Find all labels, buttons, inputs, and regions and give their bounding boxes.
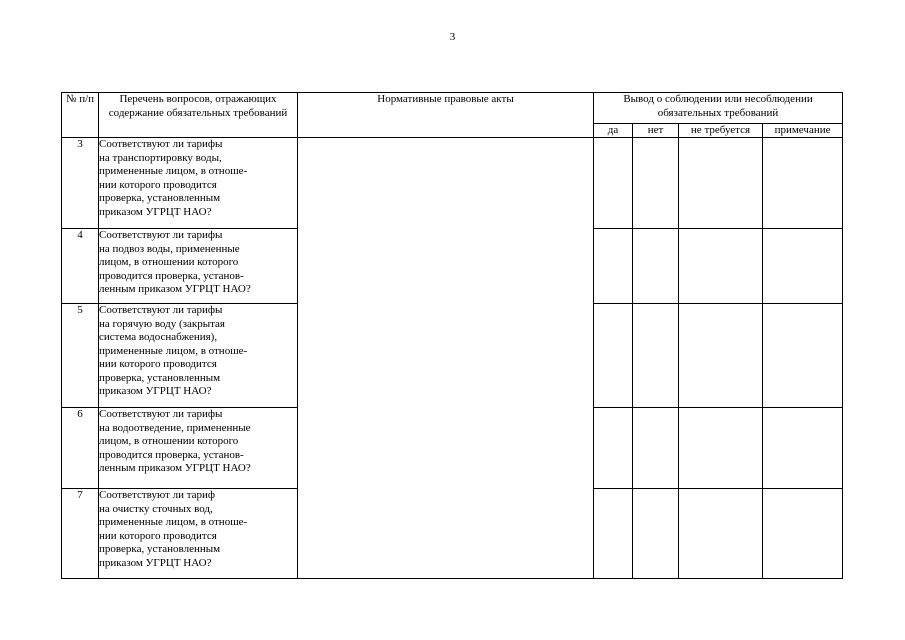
checklist-table	[61, 92, 843, 579]
note-cell	[763, 304, 843, 408]
yes-cell	[594, 408, 633, 489]
question-line: проверка, установленным	[99, 543, 221, 555]
header-legal-acts: Нормативные правовые акты	[298, 93, 594, 138]
yes-cell	[594, 138, 633, 229]
question-line: нии которого проводится	[99, 178, 217, 191]
question-line: на подвоз воды, примененные	[99, 242, 240, 255]
header-question: Перечень вопросов, отражающих содержание обязательных требований	[99, 93, 298, 138]
row-number: 4	[62, 229, 99, 304]
not-required-cell	[679, 408, 763, 489]
header-not-required: не требуется	[679, 124, 763, 138]
note-cell	[763, 229, 843, 304]
page-number: 3	[449, 31, 456, 43]
question-line: лицом, в отношении которого	[99, 435, 239, 447]
question-line: проверка, установленным	[99, 371, 221, 384]
question-line: на горячую воду (закрытая	[99, 317, 225, 330]
row-question	[99, 138, 298, 229]
table-row	[62, 138, 843, 229]
yes-cell	[594, 229, 633, 304]
yes-cell	[594, 489, 633, 579]
row-number: 7	[62, 489, 99, 579]
question-line: приказом УГРЦТ НАО?	[99, 205, 212, 218]
question-line: нии которого проводится	[99, 358, 217, 370]
header-number: № п/п	[62, 93, 99, 138]
no-cell	[633, 229, 679, 304]
row-number: 5	[62, 304, 99, 408]
table-body	[62, 138, 843, 579]
question-line: на очистку сточных вод,	[99, 502, 213, 515]
question-line: Соответствуют ли тарифы	[99, 304, 223, 316]
question-line: нии которого проводится	[99, 529, 217, 542]
question-line: Соответствуют ли тариф	[99, 489, 216, 501]
note-cell	[763, 408, 843, 489]
row-number: 6	[62, 408, 99, 489]
row-question	[99, 229, 298, 304]
header-note: примечание	[763, 124, 843, 138]
yes-cell	[594, 304, 633, 408]
row-question	[99, 304, 298, 408]
question-line: лицом, в отношении которого	[99, 256, 239, 268]
not-required-cell	[679, 229, 763, 304]
question-line: Соответствуют ли тарифы	[99, 408, 223, 420]
question-line: система водоснабжения),	[99, 331, 218, 343]
note-cell	[763, 489, 843, 579]
question-line: проводится проверка, установ-	[99, 269, 244, 282]
note-cell	[763, 138, 843, 229]
question-line: на транспортировку воды,	[99, 151, 222, 164]
question-line: примененные лицом, в отноше-	[99, 516, 248, 528]
question-line: приказом УГРЦТ НАО?	[99, 556, 212, 569]
question-line: ленным приказом УГРЦТ НАО?	[99, 283, 251, 295]
no-cell	[633, 408, 679, 489]
row-number: 3	[62, 138, 99, 229]
header-yes: да	[594, 124, 633, 138]
not-required-cell	[679, 304, 763, 408]
question-line: примененные лицом, в отноше-	[99, 344, 248, 357]
question-line: приказом УГРЦТ НАО?	[99, 385, 212, 397]
question-line: на водоотведение, примененные	[99, 421, 251, 434]
no-cell	[633, 489, 679, 579]
row-question	[99, 408, 298, 489]
not-required-cell	[679, 489, 763, 579]
question-line: Соответствуют ли тарифы	[99, 229, 223, 241]
legal-acts-cell	[298, 138, 594, 579]
header-conclusion: Вывод о соблюдении или несоблюдении обязательных требований	[594, 93, 843, 124]
not-required-cell	[679, 138, 763, 229]
question-line: проверка, установленным	[99, 192, 221, 204]
no-cell	[633, 138, 679, 229]
question-line: Соответствуют ли тарифы	[99, 138, 223, 150]
question-line: примененные лицом, в отноше-	[99, 165, 248, 177]
header-no: нет	[633, 124, 679, 138]
question-line: проводится проверка, установ-	[99, 448, 244, 461]
question-line: ленным приказом УГРЦТ НАО?	[99, 462, 251, 474]
row-question	[99, 489, 298, 579]
no-cell	[633, 304, 679, 408]
